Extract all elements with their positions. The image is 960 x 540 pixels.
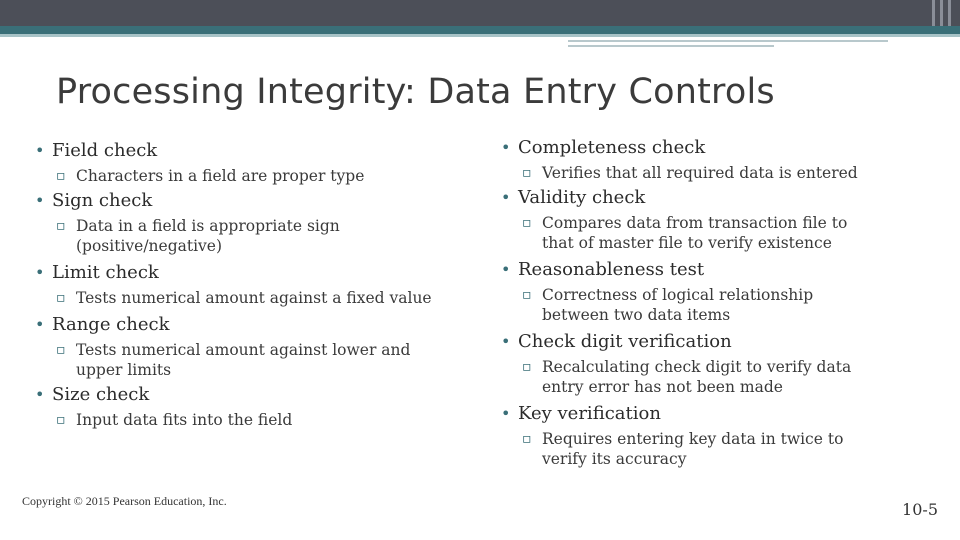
right-column <box>490 137 910 469</box>
sub-bullet: ▫ Requires entering key data in twice to verify its accuracy <box>490 429 882 469</box>
accent-line <box>568 40 888 42</box>
copyright-notice: Copyright © 2015 Pearson Education, Inc. <box>22 494 227 508</box>
sub-bullet: ▫ Data in a field is appropriate sign (positive/negative) <box>24 216 416 256</box>
sub-bullet: ▫ Characters in a field are proper type <box>24 166 444 186</box>
bullet-range-check: • Range check <box>24 314 444 336</box>
teal-band <box>0 26 960 34</box>
bullet-completeness-check: • Completeness check <box>490 137 910 159</box>
sub-bullet: ▫ Recalculating check digit to verify data entry error has not been made <box>490 357 882 397</box>
slide-title: Processing Integrity: Data Entry Controls <box>56 72 775 112</box>
bullet-limit-check: • Limit check <box>24 262 444 284</box>
sub-bullet: ▫ Verifies that all required data is entered <box>490 163 902 183</box>
bullet-check-digit-verification: • Check digit verification <box>490 331 910 353</box>
sub-bullet: ▫ Tests numerical amount against a fixed value <box>24 288 436 308</box>
banner-stripe <box>940 0 943 26</box>
left-column <box>24 140 444 430</box>
bullet-field-check: • Field check <box>24 140 444 162</box>
top-banner <box>0 0 960 26</box>
sub-bullet: ▫ Tests numerical amount against lower and upper limits <box>24 340 456 380</box>
sub-bullet: ▫ Input data fits into the field <box>24 410 444 430</box>
bullet-reasonableness-test: • Reasonableness test <box>490 259 910 281</box>
accent-line <box>568 45 774 47</box>
banner-stripe <box>932 0 935 26</box>
bullet-key-verification: • Key verification <box>490 403 910 425</box>
bullet-sign-check: • Sign check <box>24 190 444 212</box>
sub-bullet: ▫ Compares data from transaction file to that of master file to verify existence <box>490 213 882 253</box>
page-number: 10-5 <box>902 500 938 519</box>
banner-stripe <box>948 0 951 26</box>
teal-band-light <box>0 34 960 37</box>
sub-bullet: ▫ Correctness of logical relationship between two data items <box>490 285 882 325</box>
bullet-size-check: • Size check <box>24 384 444 406</box>
bullet-validity-check: • Validity check <box>490 187 910 209</box>
